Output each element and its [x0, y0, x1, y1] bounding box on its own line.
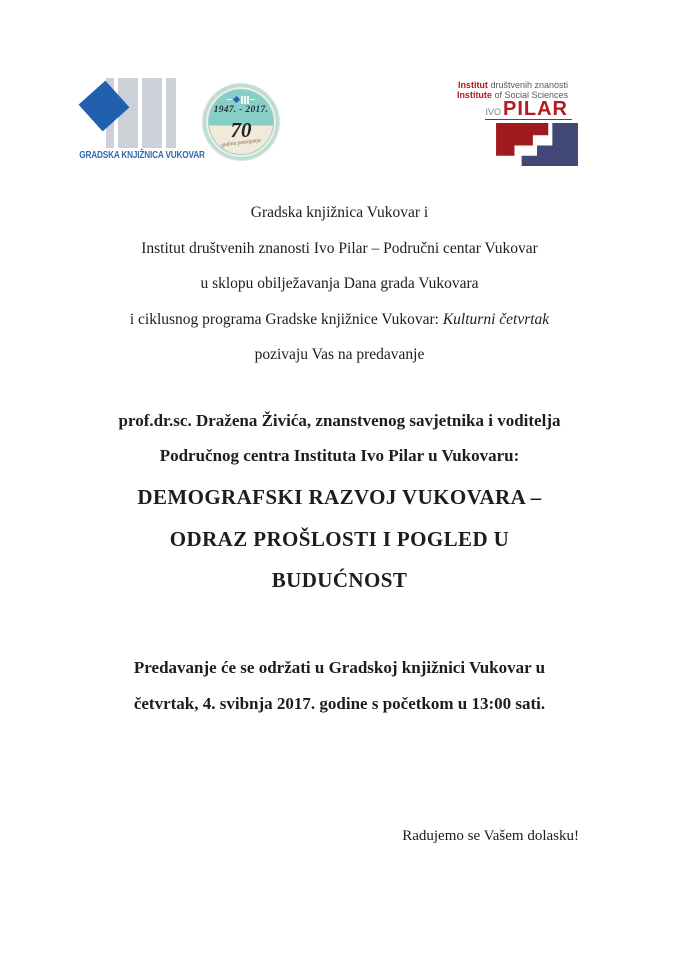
event-details-line: Predavanje će se održati u Gradskoj knjižnici Vukovar u	[133, 658, 546, 677]
invitation-block	[0, 195, 679, 373]
lecture-title-line: ODRAZ PROŠLOSTI I POGLED U	[169, 526, 510, 551]
library-logo-caption: GRADSKA KNJIŽNICA VUKOVAR	[79, 150, 205, 161]
pilar-wordmark	[485, 98, 572, 120]
badge-number: 70	[230, 118, 252, 142]
lecture-title	[0, 477, 679, 602]
pilar-logo	[440, 80, 572, 166]
speaker-line: prof.dr.sc. Dražena Živića, znanstvenog savjetnika i voditelja	[118, 411, 561, 430]
program-name-italic: Kulturni četvrtak	[442, 310, 550, 328]
anniversary-badge	[203, 84, 279, 160]
badge-mini-mark-icon	[206, 95, 276, 104]
pilar-last-name: PILAR	[503, 98, 568, 120]
lecture-title-line: BUDUĆNOST	[271, 568, 408, 592]
pilar-name-hr: Institut društvenih znanosti	[457, 80, 568, 90]
invitation-line: u sklopu obilježavanja Dana grada Vukovara	[200, 275, 479, 292]
badge-subtitle: godina postojanja	[220, 137, 262, 149]
badge-years: 1947. - 2017.	[213, 105, 269, 115]
lecture-title-line: DEMOGRAFSKI RAZVOJ VUKOVARA –	[137, 485, 542, 509]
invitation-line: Gradska knjižnica Vukovar i	[250, 204, 429, 221]
speaker-line: Područnog centra Instituta Ivo Pilar u Vukovaru:	[159, 446, 520, 465]
pilar-name-en: Institute of Social Sciences	[456, 90, 568, 100]
invitation-line: Institut društvenih znanosti Ivo Pilar – Područni centar Vukovar	[141, 239, 538, 257]
pilar-first-name: IVO	[485, 107, 501, 117]
event-details-block	[0, 650, 679, 722]
library-logo	[79, 74, 205, 170]
closing-note: Radujemo se Vašem dolasku!	[402, 828, 579, 844]
pilar-steps-icon	[496, 123, 578, 166]
speaker-block	[0, 403, 679, 473]
invitation-line-program: i ciklusnog programa Gradske knjižnice Vukovar: Kulturni četvrtak	[129, 310, 550, 328]
invitation-line: pozivaju Vas na predavanje	[254, 346, 425, 363]
event-details-line: četvrtak, 4. svibnja 2017. godine s početkom u 13:00 sati.	[133, 694, 546, 713]
